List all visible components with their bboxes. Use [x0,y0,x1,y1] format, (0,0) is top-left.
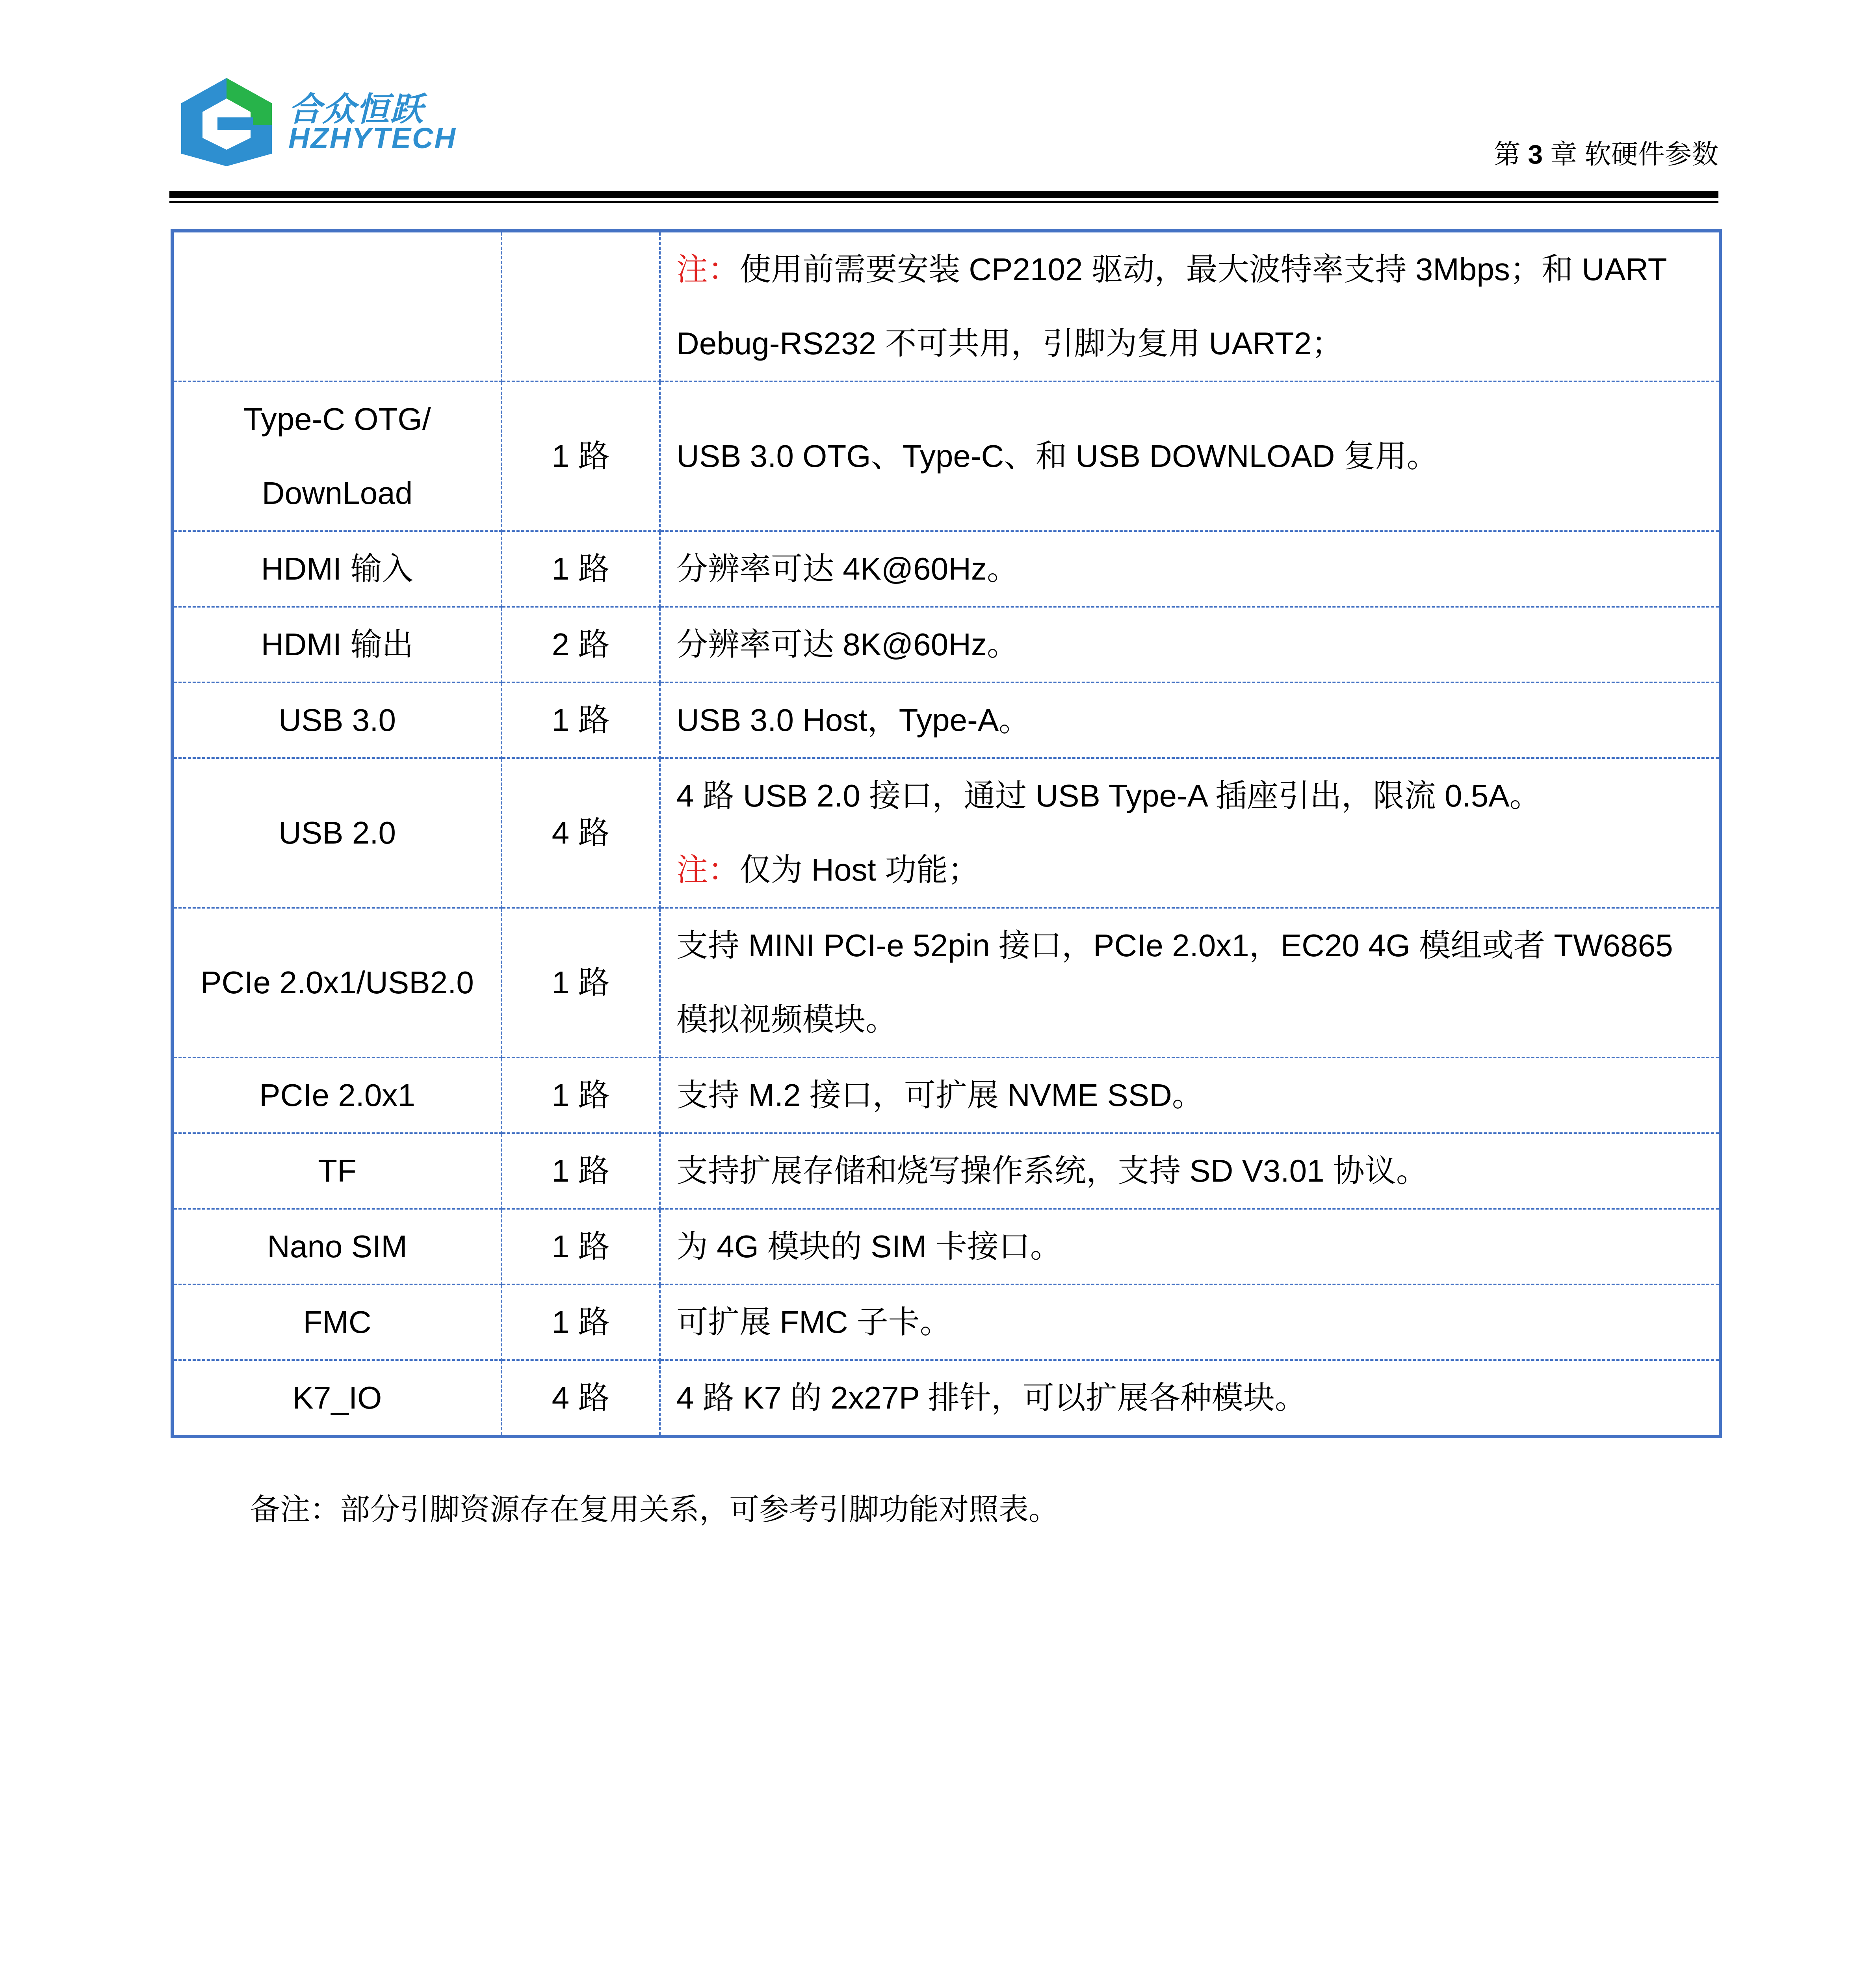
interface-name-cell [172,1360,502,1437]
description-text: 分辨率可达 4K@60Hz。 [676,551,1019,586]
table-row [172,908,1720,1057]
description-line [676,1134,1703,1208]
interface-description-cell [660,531,1720,607]
interface-count [502,231,660,381]
interface-description-cell [660,231,1720,381]
interface-name-cell [172,908,502,1057]
interface-name: TF [318,1153,357,1188]
chapter-title: 第 3 章 软硬件参数 [1493,139,1718,169]
description-line [676,232,1703,307]
company-logo [173,75,473,169]
description-text: 4 路 K7 的 2x27P 排针，可以扩展各种模块。 [676,1380,1306,1415]
note-label: 注： [676,852,739,887]
interface-count: 4 路 [502,1360,660,1437]
logo-english-text: HZHYTECH [288,122,457,154]
interface-name: DownLoad [262,476,413,511]
table-row [172,607,1720,682]
interface-count: 1 路 [502,531,660,607]
table-row [172,1284,1720,1360]
table-row [172,231,1720,381]
interface-name-cell [172,682,502,758]
interface-description-cell [660,682,1720,758]
interface-spec-table [171,229,1722,1438]
description-line [676,419,1703,493]
header-rule [169,191,1718,198]
logo-chinese-text: 合众恒跃 [288,91,424,128]
interface-description-cell [660,908,1720,1057]
interface-name-cell [172,1133,502,1209]
table-row [172,531,1720,607]
interface-description-cell [660,1133,1720,1209]
interface-description-cell [660,1057,1720,1133]
description-line [676,909,1703,983]
interface-description-cell [660,758,1720,908]
interface-name: USB 3.0 [279,703,396,738]
interface-description-cell [660,1284,1720,1360]
description-text: 为 4G 模块的 SIM 卡接口。 [676,1229,1062,1264]
interface-name: PCIe 2.0x1 [259,1078,415,1113]
table-row [172,682,1720,758]
interface-name: PCIe 2.0x1/USB2.0 [201,965,474,1000]
interface-count: 1 路 [502,1284,660,1360]
interface-name: K7_IO [292,1380,382,1415]
description-line [676,683,1703,757]
interface-count: 1 路 [502,682,660,758]
interface-count: 4 路 [502,758,660,908]
description-text: 4 路 USB 2.0 接口，通过 USB Type-A 插座引出，限流 0.5A。 [676,778,1541,813]
description-line [676,983,1703,1057]
interface-description-cell [660,1360,1720,1437]
description-text: 模拟视频模块。 [676,1002,897,1037]
interface-name-cell [172,607,502,682]
interface-name-cell [172,1057,502,1133]
description-line [676,759,1703,833]
interface-name: FMC [303,1305,371,1340]
description-text: 可扩展 FMC 子卡。 [676,1305,951,1340]
interface-description-cell [660,607,1720,682]
interface-name: Nano SIM [267,1229,407,1264]
description-line [676,1058,1703,1132]
interface-name: HDMI 输出 [261,627,414,662]
description-line [676,608,1703,682]
interface-count: 1 路 [502,1133,660,1209]
table-row [172,758,1720,908]
description-text: 使用前需要安装 CP2102 驱动，最大波特率支持 3Mbps；和 UART [739,252,1667,287]
description-text: 仅为 Host 功能； [739,852,979,887]
interface-count: 1 路 [502,1209,660,1284]
interface-name: Type-C OTG/ [243,401,431,437]
description-text: 支持 MINI PCI-e 52pin 接口，PCIe 2.0x1，EC20 4G 模组或者 TW6865 [676,928,1673,963]
table-row [172,1209,1720,1284]
interface-name-cell [172,531,502,607]
interface-name-cell [172,1284,502,1360]
description-text: 分辨率可达 8K@60Hz。 [676,627,1019,662]
interface-name-cell [172,1209,502,1284]
interface-count: 2 路 [502,607,660,682]
description-text: Debug-RS232 不可共用，引脚为复用 UART2； [676,326,1343,361]
interface-count: 1 路 [502,1057,660,1133]
interface-description-cell [660,381,1720,531]
description-line [676,532,1703,606]
description-text: USB 3.0 OTG、Type-C、和 USB DOWNLOAD 复用。 [676,439,1438,474]
description-line [676,1210,1703,1284]
interface-name-cell [172,758,502,908]
logo-mark-icon [173,75,280,169]
description-line [676,1285,1703,1359]
header-rule-thin [169,201,1718,203]
interface-name: USB 2.0 [279,815,396,850]
description-text: USB 3.0 Host，Type-A。 [676,703,1031,738]
description-text: 支持 M.2 接口，可扩展 NVME SSD。 [676,1078,1204,1113]
table-row [172,1360,1720,1437]
remark-note: 备注：部分引脚资源存在复用关系，可参考引脚功能对照表。 [250,1493,1059,1526]
description-line [676,1361,1703,1435]
table-row [172,381,1720,531]
description-line [676,307,1703,381]
note-label: 注： [676,252,739,287]
interface-description-cell [660,1209,1720,1284]
interface-name-cell [172,381,502,531]
description-line [676,833,1703,907]
interface-count: 1 路 [502,908,660,1057]
table-row [172,1133,1720,1209]
interface-name-cell [172,231,502,381]
table-row [172,1057,1720,1133]
description-text: 支持扩展存储和烧写操作系统，支持 SD V3.01 协议。 [676,1153,1428,1188]
interface-count: 1 路 [502,381,660,531]
interface-name: HDMI 输入 [261,551,414,586]
